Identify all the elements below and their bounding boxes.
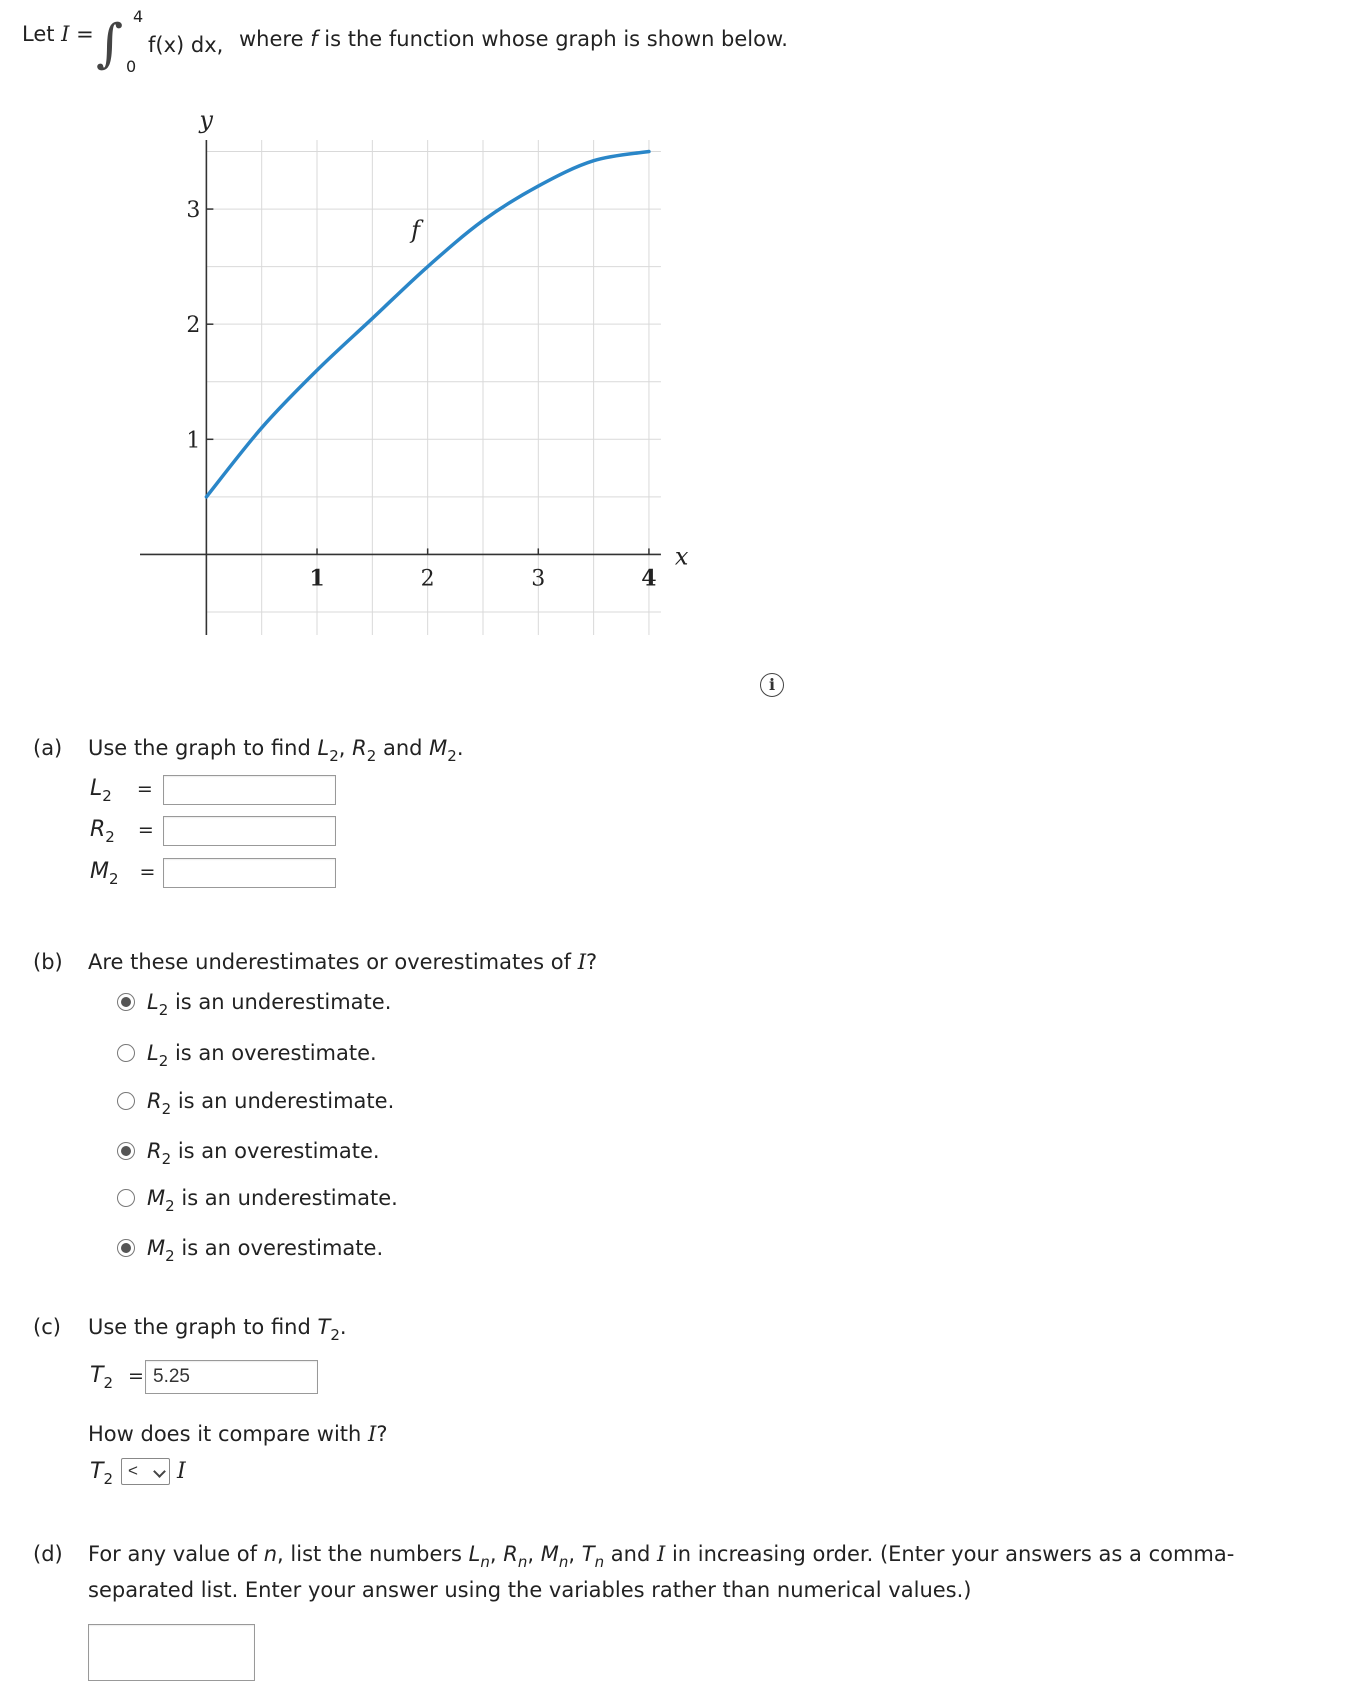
sym-R: R: [503, 1542, 518, 1566]
x-axis-label: x: [674, 542, 689, 571]
order-input[interactable]: [88, 1624, 255, 1681]
x-tick-label: 1: [309, 565, 325, 592]
text: in increasing order. (Enter your answers as a comma-: [671, 1542, 1235, 1566]
ticks: [186, 198, 656, 591]
question-mark: ?: [585, 950, 598, 974]
lower-limit: 0: [126, 57, 137, 76]
sub-n: n: [558, 1553, 569, 1571]
question-mark: ?: [376, 1422, 388, 1446]
and-text: and: [382, 736, 423, 760]
intro-description: [239, 27, 788, 51]
and-text: and: [610, 1542, 651, 1566]
option-M2-underestimate[interactable]: [117, 1186, 398, 1215]
f-symbol: f: [310, 27, 318, 51]
sym-T: T: [90, 1363, 104, 1388]
x-tick-label: 3: [531, 566, 546, 592]
row-M2-label: [90, 859, 156, 888]
part-a-letter: (a): [33, 736, 63, 760]
sub-n: n: [517, 1553, 528, 1571]
var-I: I: [61, 22, 70, 46]
part-d-letter: (d): [33, 1542, 63, 1566]
radio-icon[interactable]: [117, 1142, 135, 1160]
R2-input[interactable]: [163, 816, 336, 846]
option-R2-underestimate[interactable]: [117, 1089, 395, 1118]
sym-L: L: [317, 736, 330, 760]
radio-icon[interactable]: [117, 993, 135, 1011]
option-text: is an overestimate.: [177, 1139, 380, 1163]
compare-var-I: I: [177, 1459, 186, 1484]
let-text: Let: [22, 22, 55, 46]
row-R2-label: [90, 817, 154, 846]
y-tick-label: 1: [186, 428, 201, 454]
sub-n: n: [480, 1553, 490, 1571]
compare-select-value: <: [128, 1461, 138, 1480]
sub: 2: [161, 1100, 172, 1118]
y-axis-label: y: [199, 110, 213, 134]
comma: ,: [527, 1542, 535, 1566]
var-n: n: [263, 1542, 278, 1566]
period: .: [339, 1315, 347, 1339]
sub: 2: [158, 1052, 169, 1070]
option-M2-overestimate[interactable]: [117, 1236, 384, 1265]
radio-icon[interactable]: [117, 1239, 135, 1257]
sym: R: [147, 1139, 162, 1163]
intro-let: [22, 22, 94, 46]
grid: [206, 140, 661, 635]
compare-prompt-text: How does it compare with: [88, 1422, 362, 1446]
sub: 2: [103, 1374, 113, 1392]
where-text: where: [239, 27, 304, 51]
sym-R: R: [352, 736, 367, 760]
part-a-prompt-text: Use the graph to find: [88, 736, 311, 760]
part-b-prompt: [88, 950, 597, 974]
part-c-prompt-text: Use the graph to find: [88, 1315, 311, 1339]
equals-sign: =: [137, 819, 154, 841]
sym-M: M: [540, 1542, 559, 1566]
sym: M: [147, 1236, 166, 1260]
sub: 2: [165, 1197, 175, 1215]
radio-icon[interactable]: [117, 1189, 135, 1207]
part-d-line2: separated list. Enter your answer using the variables rather than numerical values.): [88, 1578, 972, 1602]
sub-n: n: [594, 1553, 605, 1571]
part-b-letter: (b): [33, 950, 63, 974]
sym-T: T: [317, 1315, 331, 1339]
sym-T: T: [581, 1542, 595, 1566]
curve-label: f: [411, 215, 420, 244]
option-text: is an underestimate.: [174, 990, 392, 1014]
part-c-letter: (c): [33, 1315, 61, 1339]
part-b-prompt-text: Are these underestimates or overestimates of: [88, 950, 571, 974]
sym-M: M: [429, 736, 448, 760]
sym-L: L: [468, 1542, 481, 1566]
sym: L: [147, 990, 159, 1014]
radio-icon[interactable]: [117, 1044, 135, 1062]
option-L2-underestimate[interactable]: [117, 990, 392, 1019]
option-text: is an overestimate.: [174, 1041, 377, 1065]
sub: 2: [108, 870, 119, 888]
sub: 2: [105, 828, 115, 846]
compare-select[interactable]: [121, 1458, 170, 1485]
part-a-prompt: [88, 736, 464, 765]
radio-icon[interactable]: [117, 1092, 135, 1110]
comma: ,: [568, 1542, 576, 1566]
compare-T2-label: [90, 1459, 113, 1488]
sub: 2: [330, 1326, 340, 1344]
var-I: I: [656, 1542, 666, 1566]
info-icon[interactable]: i: [760, 673, 784, 697]
equals-sign: =: [139, 861, 156, 883]
L2-input[interactable]: [163, 775, 336, 805]
part-c-prompt: [88, 1315, 347, 1344]
integrand: f(x) dx,: [148, 33, 224, 57]
y-tick-label: 2: [186, 313, 201, 339]
sym: M: [147, 1186, 166, 1210]
period: .: [456, 736, 464, 760]
x-tick-label: 2: [420, 566, 435, 592]
sub: 2: [161, 1150, 172, 1168]
axes: [140, 140, 661, 635]
option-R2-overestimate[interactable]: [117, 1139, 380, 1168]
integral-icon: ∫: [96, 14, 124, 74]
compare-prompt: [88, 1422, 387, 1446]
sym: R: [147, 1089, 162, 1113]
var-I: I: [368, 1422, 377, 1446]
sym: L: [147, 1041, 159, 1065]
function-graph: [130, 110, 770, 710]
row-T2-label: [90, 1363, 144, 1392]
sub: 2: [102, 787, 112, 805]
equals-sign: =: [128, 1365, 144, 1387]
sub: 2: [103, 1470, 113, 1488]
equals-sign: =: [136, 778, 153, 800]
option-text: is an underestimate.: [177, 1089, 395, 1113]
sub: 2: [447, 747, 457, 765]
description-text: is the function whose graph is shown below.: [324, 27, 788, 51]
T2-input[interactable]: 5.25: [145, 1360, 318, 1394]
sym-R: R: [90, 817, 106, 842]
var-I: I: [577, 950, 586, 974]
text: , list the numbers: [277, 1542, 462, 1566]
upper-limit: 4: [133, 7, 144, 26]
chevron-down-icon: [153, 1465, 166, 1478]
option-L2-overestimate[interactable]: [117, 1041, 377, 1070]
sub: 2: [329, 747, 339, 765]
row-L2-label: [90, 776, 153, 805]
sub: 2: [165, 1247, 175, 1265]
sym-M: M: [90, 859, 109, 884]
sub: 2: [366, 747, 377, 765]
option-text: is an underestimate.: [181, 1186, 398, 1210]
comma: ,: [338, 736, 346, 760]
part-d-line1: [88, 1542, 1235, 1571]
option-text: is an overestimate.: [181, 1236, 384, 1260]
equals-sign: =: [76, 22, 94, 46]
sym-T: T: [90, 1459, 104, 1484]
sub: 2: [158, 1001, 169, 1019]
sym-L: L: [90, 776, 103, 801]
x-tick-label: 4: [641, 565, 657, 592]
comma: ,: [489, 1542, 497, 1566]
M2-input[interactable]: [163, 858, 336, 888]
text: For any value of: [88, 1542, 258, 1566]
y-tick-label: 3: [186, 198, 201, 224]
